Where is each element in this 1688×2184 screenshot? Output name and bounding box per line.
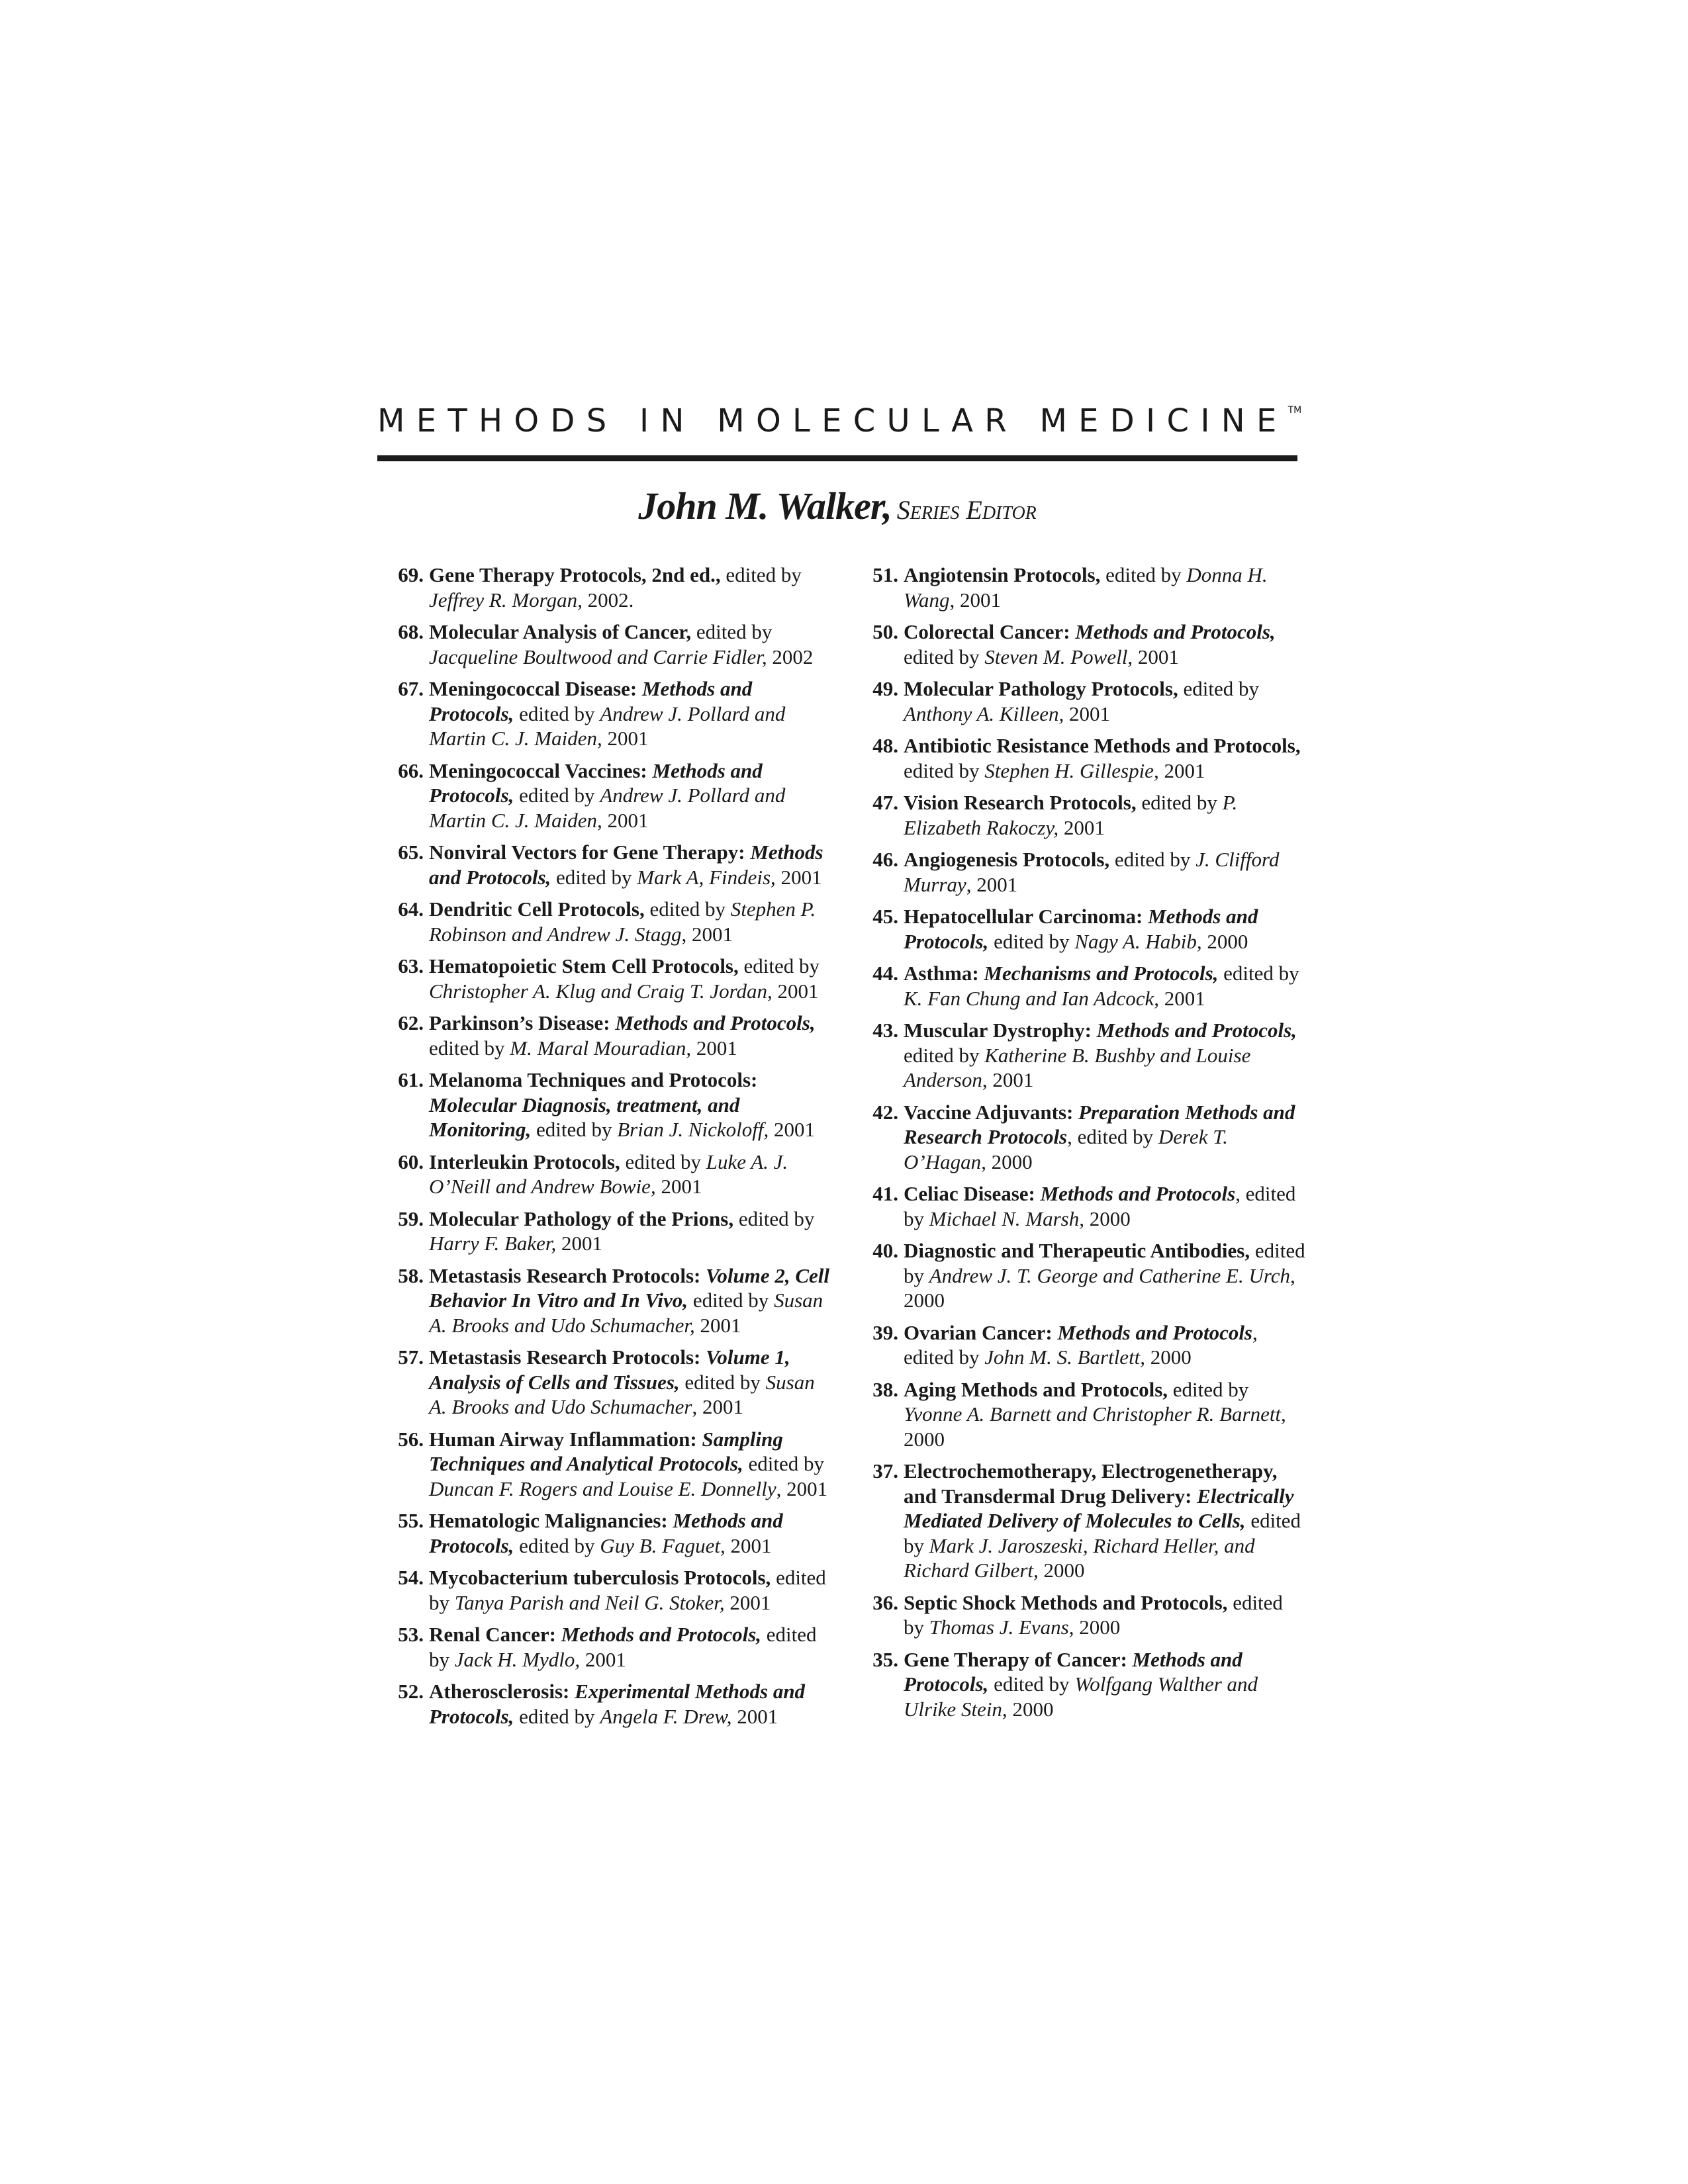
volume-entry <box>383 1679 833 1729</box>
volume-editors: Thomas J. Evans, <box>929 1615 1074 1639</box>
editor-name: John M. Walker, <box>638 484 892 527</box>
edited-by-text: edited by <box>429 1036 510 1060</box>
edited-by-text: edited by <box>904 1590 1283 1639</box>
volume-number: 50. <box>872 620 898 643</box>
volume-entry <box>383 563 833 612</box>
volume-year: , 2001 <box>982 1068 1034 1091</box>
volume-number: 40. <box>872 1239 898 1262</box>
volume-subtitle: Mechanisms and Protocols, <box>978 962 1219 985</box>
volume-year: 2000 <box>1201 929 1248 953</box>
edited-by-text: edited by <box>514 1533 600 1557</box>
volume-entry <box>857 676 1307 726</box>
volume-year: 2002. <box>582 588 634 612</box>
volume-editors: Mark A, Findeis, <box>637 865 776 889</box>
volume-title: Electrochemotherapy, Electrogenetherapy, and Transdermal Drug Delivery: <box>904 1459 1278 1508</box>
volume-number: 39. <box>872 1320 898 1344</box>
volume-title: Meningococcal Vaccines: <box>429 758 647 782</box>
volume-number: 52. <box>398 1680 424 1703</box>
volume-editors: Jack H. Mydlo, <box>454 1647 581 1671</box>
volume-entry <box>857 1320 1307 1370</box>
volume-subtitle: Methods and Protocols, <box>1070 620 1276 643</box>
volume-subtitle: Methods and Protocols, <box>610 1011 816 1034</box>
volume-number: 63. <box>398 954 424 978</box>
volume-title: Molecular Pathology of the Prions, <box>429 1206 734 1230</box>
volume-title: Nonviral Vectors for Gene Therapy: <box>429 841 745 864</box>
volume-year: 2000 <box>1084 1206 1131 1230</box>
volume-entry <box>857 961 1307 1011</box>
volume-entry <box>857 1100 1307 1175</box>
edited-by-text: edited by <box>743 1452 825 1475</box>
volume-editors: Stephen P. Robinson and Andrew J. Stagg <box>429 897 816 946</box>
volume-number: 57. <box>398 1345 424 1369</box>
volume-number: 45. <box>872 905 898 928</box>
volume-year: 2001 <box>655 1175 702 1198</box>
volume-subtitle: Methods and Protocols, <box>904 905 1258 953</box>
volume-number: 42. <box>872 1100 898 1124</box>
volume-editors: Donna H. Wang, <box>904 563 1268 612</box>
volume-editors: Andrew J. Pollard and Martin C. J. Maiden, <box>429 702 786 750</box>
volume-editors: J. Clifford Murray <box>904 848 1280 896</box>
volume-title: Metastasis Research Protocols: <box>429 1263 701 1287</box>
volume-editors: Michael N. Marsh, <box>929 1206 1084 1230</box>
volume-title: Hepatocellular Carcinoma: <box>904 905 1143 928</box>
volume-title: Vision Research Protocols, <box>904 791 1137 814</box>
volume-year: 2001 <box>731 1704 778 1728</box>
volume-number: 36. <box>872 1590 898 1614</box>
volume-entry <box>383 897 833 946</box>
volume-editors: Yvonne A. Barnett and Christopher R. Barnett, <box>904 1402 1286 1426</box>
volume-number: 44. <box>872 962 898 985</box>
volume-entry <box>383 1068 833 1142</box>
edited-by-text: edited by <box>514 784 600 807</box>
volume-title: Vaccine Adjuvants: <box>904 1100 1074 1124</box>
volume-year: 2001 <box>955 588 1001 612</box>
volume-subtitle: Molecular Diagnosis, treatment, and Monitoring, <box>429 1093 740 1141</box>
volume-title: Hematopoietic Stem Cell Protocols, <box>429 954 739 978</box>
volume-entry <box>383 1345 833 1420</box>
volume-number: 64. <box>398 897 424 921</box>
edited-by-text: edited by <box>1109 848 1196 871</box>
edited-by-text: edited by <box>1178 677 1259 700</box>
volume-entry <box>383 758 833 833</box>
edited-by-text: edited by <box>691 620 773 643</box>
volume-title: Ovarian Cancer: <box>904 1320 1053 1344</box>
volume-entry <box>383 840 833 889</box>
volume-entry <box>383 1150 833 1199</box>
volume-entry <box>857 619 1307 669</box>
volume-editors: Jeffrey R. Morgan, <box>429 588 583 612</box>
volume-number: 56. <box>398 1427 424 1451</box>
edited-by-text: edited by <box>988 1672 1075 1696</box>
edited-by-text: edited by <box>531 1118 618 1141</box>
volume-subtitle: Methods and Protocols <box>1035 1182 1236 1205</box>
volume-number: 48. <box>872 734 898 757</box>
volume-title: Gene Therapy Protocols, 2nd ed., <box>429 563 721 586</box>
series-title-text: METHODS IN MOLECULAR MEDICINE <box>377 402 1288 439</box>
volume-year: 2001 <box>694 1313 741 1337</box>
volume-title: Antibiotic Resistance Methods and Protocols, <box>904 734 1301 757</box>
volume-editors: P. Elizabeth Rakoczy, <box>904 791 1238 839</box>
volume-subtitle: Methods and Protocols, <box>555 1623 762 1646</box>
edited-by-text: edited by <box>904 1239 1305 1287</box>
volume-number: 61. <box>398 1068 424 1091</box>
volume-title: Hematologic Malignancies: <box>429 1509 668 1532</box>
volume-entry <box>857 1018 1307 1093</box>
series-editor-line <box>377 483 1297 529</box>
volume-year: 2001 <box>1064 702 1110 725</box>
volume-subtitle: Methods and Protocols, <box>1091 1019 1297 1042</box>
volume-year: 2001 <box>775 865 822 889</box>
volume-editors: Wolfgang Walther and Ulrike Stein, <box>904 1672 1258 1721</box>
volume-editors: Steven M. Powell, <box>984 645 1133 668</box>
volume-title: Muscular Dystrophy: <box>904 1019 1092 1042</box>
volume-subtitle: Methods and Protocols, <box>429 841 823 889</box>
volume-title: Metastasis Research Protocols: <box>429 1345 701 1369</box>
volume-editors: John M. S. Bartlett, <box>984 1345 1146 1369</box>
volume-entry <box>857 1181 1307 1231</box>
volume-entry <box>857 563 1307 612</box>
volume-editors: Harry F. Baker, <box>429 1232 557 1255</box>
volume-entry <box>383 1565 833 1615</box>
edited-by-text: edited by <box>904 758 985 782</box>
volume-title: Celiac Disease: <box>904 1182 1035 1205</box>
volume-entry <box>857 1238 1307 1313</box>
volume-title: Interleukin Protocols, <box>429 1150 620 1173</box>
edited-by-text: edited by <box>551 865 637 889</box>
volume-title: Dendritic Cell Protocols, <box>429 897 645 921</box>
volume-entry <box>857 1459 1307 1583</box>
left-column <box>383 563 833 1736</box>
volume-year: 2001 <box>580 1647 626 1671</box>
volume-number: 46. <box>872 848 898 871</box>
volume-year: 2001 <box>691 1036 737 1060</box>
volume-number: 54. <box>398 1566 424 1589</box>
volume-number: 62. <box>398 1011 424 1034</box>
volume-editors: Susan A. Brooks and Udo Schumacher, <box>429 1289 823 1337</box>
volume-entry <box>857 847 1307 897</box>
volume-title: Parkinson’s Disease: <box>429 1011 610 1034</box>
volume-editors: Duncan F. Rogers and Louise E. Donnelly <box>429 1477 776 1500</box>
volume-title: Human Airway Inflammation: <box>429 1427 697 1451</box>
volume-editors: M. Maral Mouradian, <box>510 1036 692 1060</box>
volume-year: 2000 <box>1007 1697 1054 1721</box>
edited-by-text: edited by <box>988 929 1075 953</box>
volume-number: 65. <box>398 841 424 864</box>
volume-number: 58. <box>398 1263 424 1287</box>
volume-subtitle: Sampling Techniques and Analytical Protocols, <box>429 1427 783 1475</box>
volume-editors: Angela F. Drew, <box>600 1704 732 1728</box>
volume-title: Diagnostic and Therapeutic Antibodies, <box>904 1239 1250 1262</box>
volume-subtitle: Methods and Protocols, <box>429 758 763 807</box>
volume-year: 2001 <box>556 1232 603 1255</box>
volume-year: 2000 <box>986 1150 1033 1173</box>
volume-number: 55. <box>398 1509 424 1532</box>
volume-number: 53. <box>398 1623 424 1646</box>
volume-editors: Tanya Parish and Neil G. Stoker, <box>454 1590 725 1614</box>
volume-entry <box>383 1427 833 1502</box>
volume-title: Atherosclerosis: <box>429 1680 570 1703</box>
volume-number: 41. <box>872 1182 898 1205</box>
volume-year: 2001 <box>769 1118 815 1141</box>
edited-by-text: edited by <box>738 954 820 978</box>
volume-number: 60. <box>398 1150 424 1173</box>
edited-by-text: edited by <box>733 1206 815 1230</box>
volume-year: 2000 <box>1145 1345 1192 1369</box>
volume-year: , 2001 <box>681 922 733 946</box>
volume-year: 2001 <box>602 808 649 832</box>
volume-subtitle: Methods and Protocols, <box>904 1647 1243 1696</box>
volume-number: 51. <box>872 563 898 586</box>
volume-editors: Brian J. Nickoloff, <box>617 1118 769 1141</box>
volume-year: 2000 <box>904 1289 945 1312</box>
volume-subtitle: Volume 2, Cell Behavior In Vitro and In Vivo, <box>429 1263 829 1312</box>
volume-number: 47. <box>872 791 898 814</box>
volume-number: 67. <box>398 677 424 700</box>
volume-title: Angiotensin Protocols, <box>904 563 1101 586</box>
volume-editors: Christopher A. Klug and Craig T. Jordan, <box>429 979 773 1003</box>
volume-editors: Susan A. Brooks and Udo Schumacher <box>429 1370 815 1418</box>
edited-by-text: edited by <box>904 1043 985 1067</box>
volume-year: 2002 <box>767 645 814 668</box>
volume-entry <box>383 676 833 751</box>
volume-title: Molecular Pathology Protocols, <box>904 677 1178 700</box>
volume-entry <box>857 1590 1307 1640</box>
volume-title: Septic Shock Methods and Protocols, <box>904 1590 1228 1614</box>
edited-by-text: edited by <box>1136 791 1223 814</box>
edited-by-text: edited by <box>620 1150 706 1173</box>
volume-entry <box>857 904 1307 954</box>
volume-title: Mycobacterium tuberculosis Protocols, <box>429 1566 771 1589</box>
volume-editors: Stephen H. Gillespie, <box>984 758 1159 782</box>
edited-by-text: , edited by <box>1067 1125 1158 1148</box>
edited-by-text: edited by <box>644 897 731 921</box>
volume-subtitle: Methods and Protocols <box>1052 1320 1252 1344</box>
volume-subtitle: Electrically Mediated Delivery of Molecules to Cells, <box>904 1484 1294 1532</box>
volume-title: Melanoma Techniques and Protocols: <box>429 1068 758 1091</box>
edited-by-text: edited by <box>1100 563 1187 586</box>
volume-year: 2000 <box>1038 1559 1085 1582</box>
volume-number: 49. <box>872 677 898 700</box>
volume-entry <box>857 733 1307 783</box>
volume-editors: K. Fan Chung and Ian Adcock, <box>904 986 1160 1010</box>
editor-role: Series Editor <box>896 495 1037 525</box>
volume-subtitle: Methods and Protocols, <box>429 677 753 725</box>
volume-entry <box>383 619 833 669</box>
edited-by-text: edited by <box>679 1370 766 1394</box>
volume-editors: Jacqueline Boultwood and Carrie Fidler, <box>429 645 767 668</box>
volume-subtitle: Volume 1, Analysis of Cells and Tissues, <box>429 1345 790 1394</box>
edited-by-text: edited by <box>688 1289 774 1312</box>
volume-year: 2001 <box>1158 758 1205 782</box>
volume-editors: Nagy A. Habib, <box>1074 929 1202 953</box>
volume-number: 37. <box>872 1459 898 1482</box>
volume-year: 2001 <box>1159 986 1205 1010</box>
volume-number: 38. <box>872 1377 898 1401</box>
volume-title: Asthma: <box>904 962 979 985</box>
volume-year: 2001 <box>725 1533 772 1557</box>
volume-year: , 2001 <box>966 872 1018 896</box>
volume-year: , 2001 <box>776 1477 828 1500</box>
volume-subtitle: Preparation Methods and Research Protocols <box>904 1100 1295 1148</box>
edited-by-text: , edited by <box>904 1182 1296 1230</box>
series-title <box>377 402 1304 439</box>
edited-by-text: edited by <box>1168 1377 1249 1401</box>
volume-year: 2001 <box>602 727 649 750</box>
volume-entry <box>383 1011 833 1060</box>
edited-by-text: edited by <box>1218 962 1299 985</box>
edited-by-text: edited by <box>904 645 985 668</box>
volume-title: Meningococcal Disease: <box>429 677 637 700</box>
volume-subtitle: Methods and Protocols, <box>429 1509 783 1557</box>
volume-number: 68. <box>398 620 424 643</box>
volume-title: Renal Cancer: <box>429 1623 556 1646</box>
volume-title: Colorectal Cancer: <box>904 620 1070 643</box>
volume-editors: Derek T. O’Hagan, <box>904 1125 1228 1173</box>
volume-number: 35. <box>872 1647 898 1671</box>
volume-year: 2001 <box>1058 815 1105 839</box>
volume-entry <box>383 1508 833 1558</box>
volume-subtitle: Experimental Methods and Protocols, <box>429 1680 806 1728</box>
volume-entry <box>383 954 833 1003</box>
volume-title: Molecular Analysis of Cancer, <box>429 620 692 643</box>
volume-title: Gene Therapy of Cancer: <box>904 1647 1127 1671</box>
trademark-mark: TM <box>1288 405 1302 416</box>
volume-editors: Andrew J. Pollard and Martin C. J. Maiden, <box>429 784 786 832</box>
volume-editors: Guy B. Faguet, <box>600 1533 726 1557</box>
volume-number: 69. <box>398 563 424 586</box>
volume-editors: Katherine B. Bushby and Louise Anderson <box>904 1043 1251 1091</box>
volume-year: 2000 <box>904 1427 945 1451</box>
volume-year: 2001 <box>1133 645 1179 668</box>
edited-by-text: edited by <box>720 563 802 586</box>
volume-number: 59. <box>398 1206 424 1230</box>
title-rule <box>377 455 1297 461</box>
edited-by-text: edited by <box>514 702 600 725</box>
volume-editors: Andrew J. T. George and Catherine E. Urch, <box>929 1263 1295 1287</box>
edited-by-text: edited by <box>904 1509 1301 1557</box>
volume-entry <box>857 790 1307 840</box>
volume-entry <box>383 1622 833 1672</box>
volume-editors: Luke A. J. O’Neill and Andrew Bowie, <box>429 1150 788 1198</box>
edited-by-text: edited by <box>429 1623 817 1671</box>
volume-editors: Mark J. Jaroszeski, Richard Heller, and Richard Gilbert, <box>904 1533 1255 1582</box>
volume-entry <box>857 1377 1307 1452</box>
edited-by-text: edited by <box>429 1566 826 1614</box>
volume-year: 2001 <box>772 979 819 1003</box>
volume-number: 66. <box>398 758 424 782</box>
volume-entry <box>383 1206 833 1256</box>
volume-year: , 2001 <box>692 1395 743 1418</box>
volume-number: 43. <box>872 1019 898 1042</box>
volume-title: Angiogenesis Protocols, <box>904 848 1110 871</box>
volume-entry <box>857 1647 1307 1722</box>
volume-year: 2000 <box>1074 1615 1121 1639</box>
edited-by-text: edited by <box>514 1704 600 1728</box>
edited-by-text: , edited by <box>904 1320 1258 1369</box>
volume-editors: Anthony A. Killeen, <box>904 702 1064 725</box>
right-column <box>857 563 1307 1729</box>
volume-title: Aging Methods and Protocols, <box>904 1377 1168 1401</box>
volume-year: 2001 <box>724 1590 771 1614</box>
volume-entry <box>383 1263 833 1338</box>
